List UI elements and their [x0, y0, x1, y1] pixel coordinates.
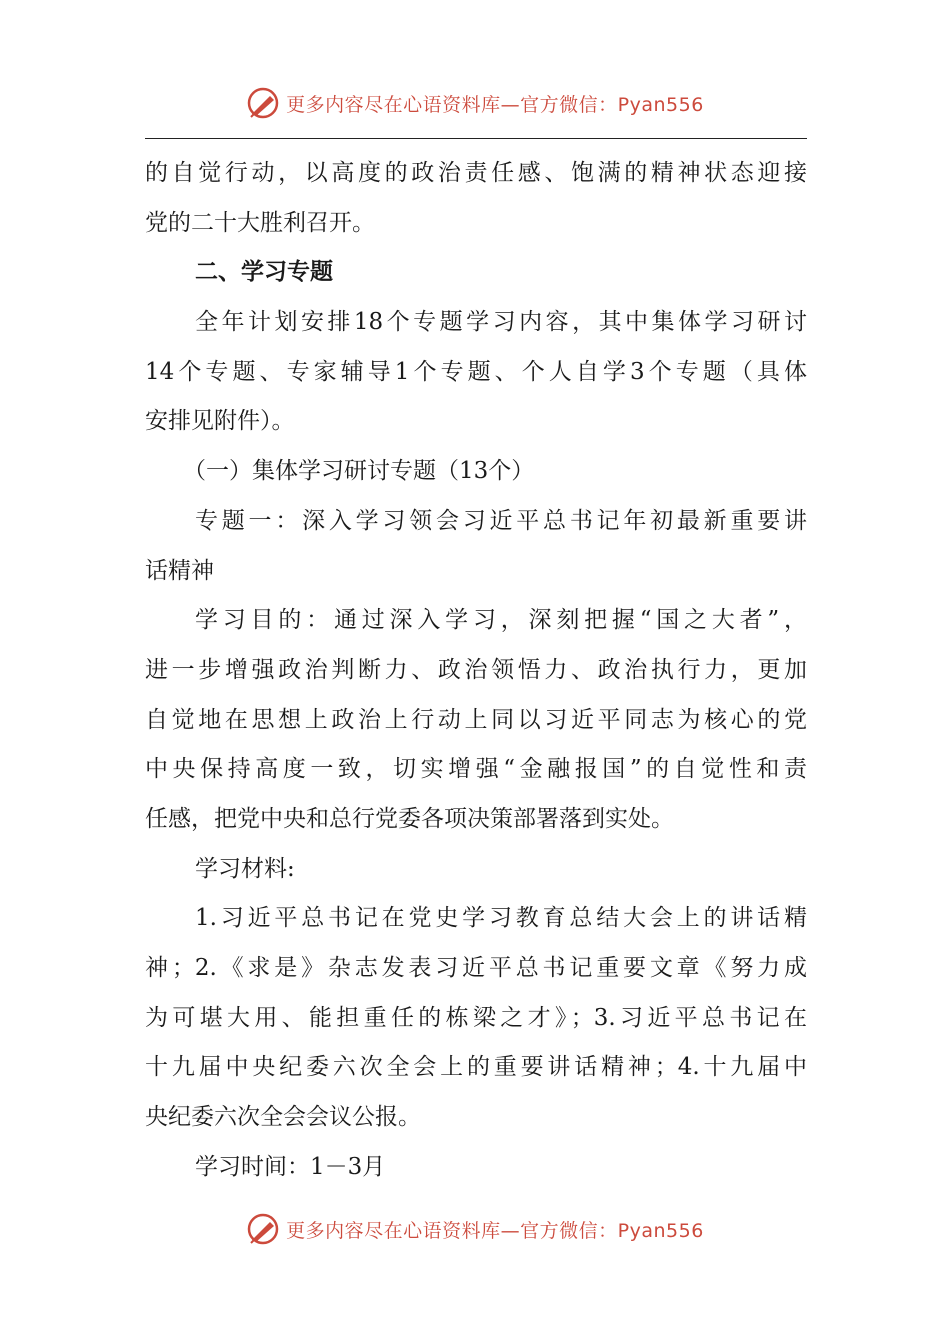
text-line: 央纪委六次全会会议公报。 — [145, 1104, 421, 1131]
text-line: 学习时间：1－3月 — [195, 1153, 386, 1180]
header-watermark — [0, 86, 950, 120]
pen-logo-icon — [246, 86, 280, 120]
footer-watermark — [0, 1212, 950, 1246]
pen-logo-icon — [246, 1212, 280, 1246]
document-body — [145, 149, 807, 1192]
watermark-text: 更多内容尽在心语资料库—官方微信：Pyan556 — [286, 1219, 704, 1242]
text-line: 学习材料: — [195, 855, 295, 882]
text-line: 进一步增强政治判断力、政治领悟力、政治执行力，更加 — [145, 656, 807, 683]
text-line: 14个专题、专家辅导1个专题、个人自学3个专题（具体 — [145, 358, 807, 385]
text-line: 全年计划安排18个专题学习内容，其中集体学习研讨 — [195, 309, 807, 336]
subsection-heading: （一）集体学习研讨专题（13个） — [183, 458, 535, 485]
text-line: 十九届中央纪委六次全会上的重要讲话精神；4.十九届中 — [145, 1054, 807, 1081]
text-line: 中央保持高度一致，切实增强“金融报国”的自觉性和责 — [145, 756, 807, 783]
text-line: 1.习近平总书记在党史学习教育总结大会上的讲话精 — [195, 905, 807, 932]
text-line: 任感，把党中央和总行党委各项决策部署落到实处。 — [145, 805, 674, 832]
text-line: 为可堪大用、能担重任的栋梁之才》；3.习近平总书记在 — [145, 1004, 807, 1031]
text-line: 自觉地在思想上政治上行动上同以习近平同志为核心的党 — [145, 706, 807, 733]
text-line: 党的二十大胜利召开。 — [145, 209, 375, 236]
text-line: 安排见附件）。 — [145, 408, 295, 435]
header-divider — [145, 138, 807, 139]
text-line: 专题一：深入学习领会习近平总书记年初最新重要讲 — [195, 507, 807, 534]
watermark-text: 更多内容尽在心语资料库—官方微信：Pyan556 — [286, 93, 704, 116]
text-line: 话精神 — [145, 557, 214, 584]
section-heading: 二、学习专题 — [195, 259, 333, 286]
text-line: 神；2.《求是》杂志发表习近平总书记重要文章《努力成 — [145, 955, 807, 981]
text-line: 的自觉行动，以高度的政治责任感、饱满的精神状态迎接 — [145, 160, 807, 186]
text-line: 学习目的：通过深入学习，深刻把握“国之大者”， — [195, 607, 807, 634]
